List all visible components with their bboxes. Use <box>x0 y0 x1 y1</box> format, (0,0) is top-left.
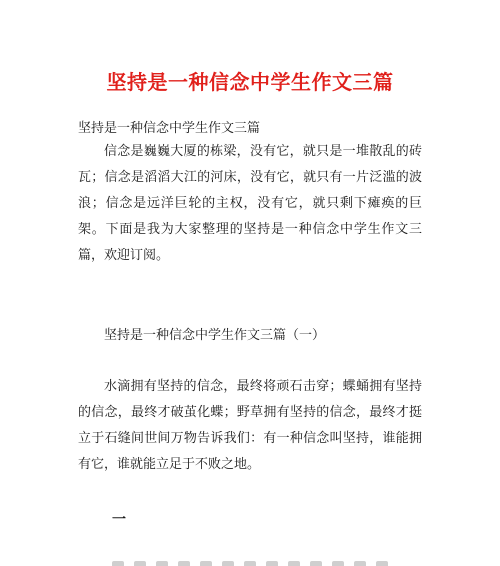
intro-paragraph: 信念是巍巍大厦的栋梁，没有它，就只是一堆散乱的砖瓦；信念是滔滔大江的河床，没有它，就只有一片泛滥的波浪；信念是远洋巨轮的主权，没有它，就只剩下瘫痪的巨架。下面是我为大家整理的坚持是一种信念中学生作文三篇，欢迎订阅。 <box>78 144 422 263</box>
document-title: 坚持是一种信念中学生作文三篇 <box>106 70 394 94</box>
section-paragraph: 水滴拥有坚持的信念，最终将顽石击穿；蝶蛹拥有坚持的信念，最终才破茧化蝶；野草拥有坚持的信念，最终才挺立于石缝间世间万物告诉我们：有一种信念叫坚持，谁能拥有它，谁就能立足于不败之地。 <box>78 379 422 472</box>
section-divider: 一 <box>112 512 126 528</box>
section-heading: 坚持是一种信念中学生作文三篇（一） <box>104 328 326 343</box>
document-subtitle: 坚持是一种信念中学生作文三篇 <box>78 121 261 136</box>
truncated-text-line <box>112 556 412 566</box>
